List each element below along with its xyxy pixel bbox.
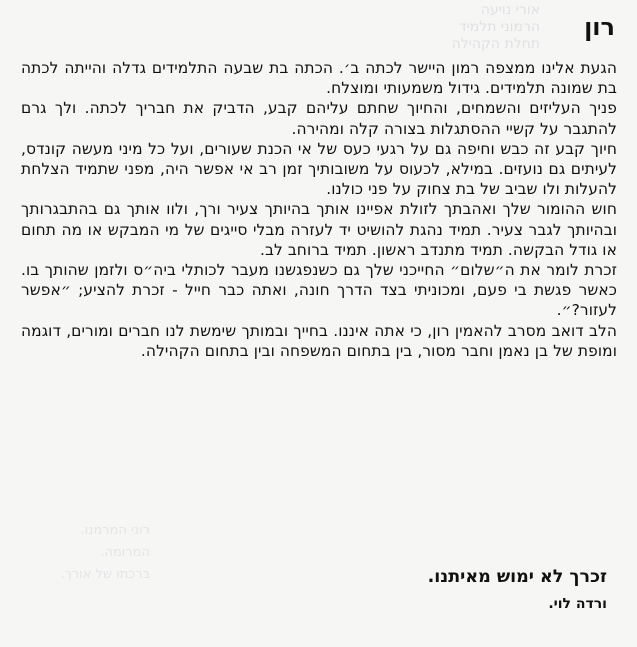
paragraph: הלב דואב מסרב להאמין רון, כי אתה איננו. בחייך ובמותך שימשת לנו חברים ומורים, דוגמה ומופת של בן נאמן וחבר מסור, בין בתחום המשפחה ובין בתחום הקהילה. — [21, 321, 617, 360]
bleed-line: רוני המרמנו. — [80, 523, 150, 538]
bleed-line: ברכתו של אורך. — [60, 567, 150, 582]
paragraph: פניך העליזים והשמחים, והחיוך שחתם עליהם קבע, הדביק את חבריך לכתה. ולך גרם להתגבר על קשיי ההסתגלות בצורה קלה ומהירה. — [21, 99, 617, 138]
bleed-line: המרומה. — [100, 545, 150, 560]
article-body — [21, 58, 617, 361]
bleed-line: הרמוני תלמיד — [459, 19, 540, 35]
bleed-line: תחלת הקהילה — [451, 36, 540, 52]
paragraph: חיוך קבע זה כבש וחיפה גם על רגעי כעס של אי הכנת שעורים, ועל כל מיני מעשה קונדס, לעיתים גם נועזים. במילא, לכעוס על משובותיך זמן רב אי אפשר היה, מפני שתמיד הצלחת להעלות ולו שביב של בת צחוק על פני כולנו. — [21, 139, 617, 199]
bleed-line: אורי נויעה — [480, 2, 540, 18]
paragraph: חוש ההומור שלך ואהבתך לזולת אפיינו אותך בהיותך צעיר ורך, ולוו אותך גם בהתבגרותך ובהיותך לגבר צעיר. תמיד נהגת להושיט יד לעזרה מבלי סייגים של מי המבקש או מה תחום או גודל הבקשה. תמיד מתנדב ראשון. תמיד ברוחב לב. — [21, 200, 617, 259]
bleed-through-text-top — [200, 2, 540, 50]
article-title: רון — [584, 13, 615, 41]
bleed-through-text-left — [0, 520, 150, 640]
paragraph: זכרת לומר את ה״שלום״ החייכני שלך גם כשנפגשנו מעבר לכותלי ביה״ס ולזמן שהותך בו. כאשר פגשת בי פעם, ומכוניתי בצד הדרך חונה, ואתה כבר חייל - זכרת להציע; ״אפשר לעזור?״. — [21, 261, 617, 320]
signature: ורדה לוי. — [548, 596, 607, 612]
paragraph: הגעת אלינו ממצפה רמון היישר לכתה ב׳. הכתה בת שבעה התלמידים גדלה והייתה לכתה בת שמונה תלמידים. גידול משמעותי ומוצלח. — [21, 59, 617, 98]
closing-line: זכרך לא ימוש מאיתנו. — [427, 567, 607, 587]
